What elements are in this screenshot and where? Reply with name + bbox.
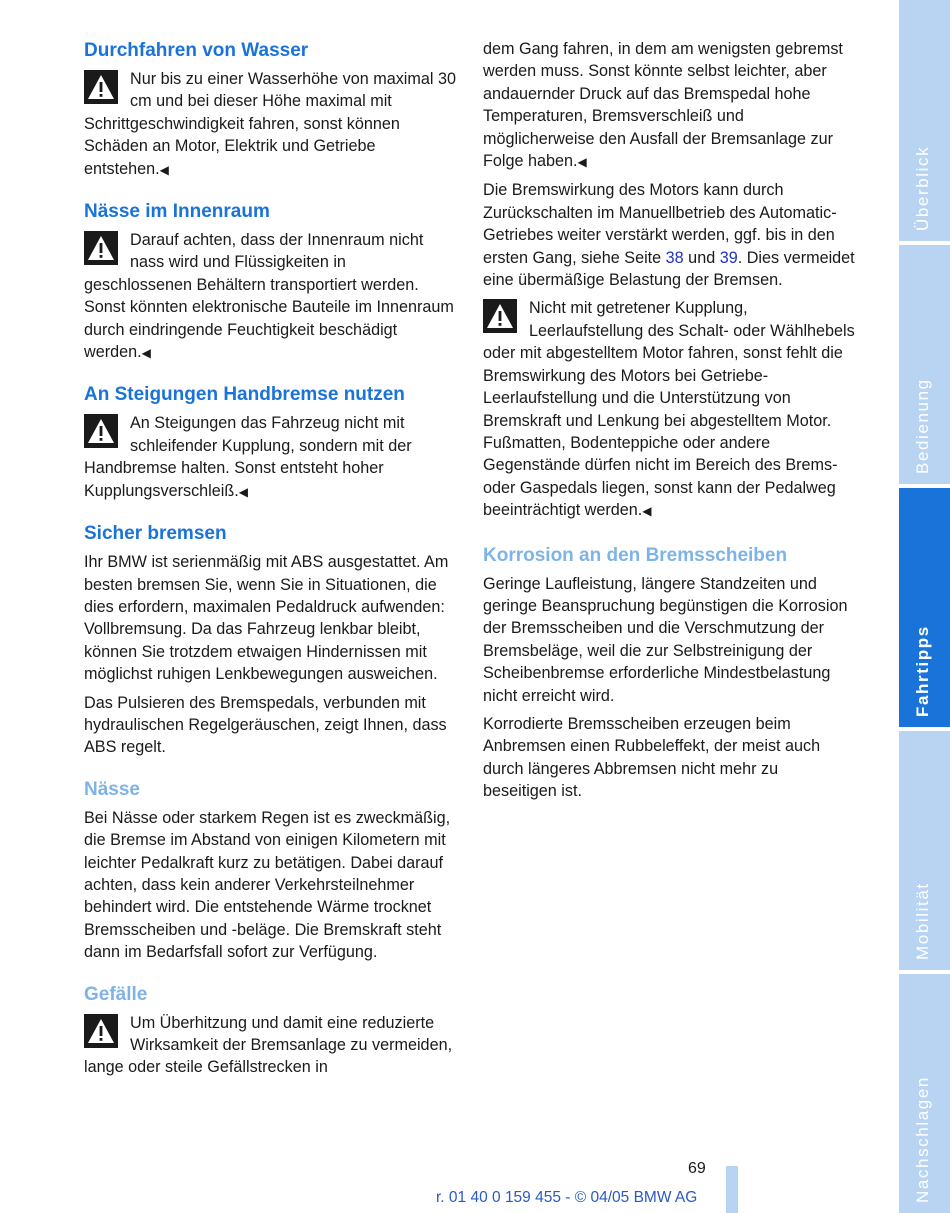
warning-water <box>84 68 456 181</box>
right-column <box>483 38 855 821</box>
end-mark-icon: ◀ <box>141 346 151 361</box>
warning-handbrake <box>84 412 456 503</box>
left-column <box>84 38 456 1097</box>
warning-triangle-icon <box>84 414 118 448</box>
paragraph <box>483 38 855 173</box>
footer-copyright: r. 01 40 0 159 455 - © 04/05 BMW AG <box>436 1189 698 1206</box>
section-safe-braking <box>84 521 456 759</box>
chapter-tab-bar <box>899 0 950 1213</box>
page-link-38[interactable]: 38 <box>665 248 684 267</box>
heading-wet-interior: Nässe im Innenraum <box>84 201 270 223</box>
heading-wet: Nässe <box>84 778 140 800</box>
tab-ueberblick[interactable] <box>899 0 950 241</box>
warning-text: Nur bis zu einer Wasserhöhe von maximal 30 cm und bei dieser Höhe maximal mit Schrittgeschwindigkeit fahren, sonst können Schäden an Motor, Elektrik und Getriebe entstehen. <box>84 70 456 178</box>
heading-corrosion: Korrosion an den Bremsscheiben <box>483 544 788 566</box>
tab-label: Überblick <box>912 145 932 231</box>
tab-label: Fahrtipps <box>912 625 932 717</box>
section-downhill <box>84 982 456 1079</box>
tab-mobilitaet[interactable] <box>899 731 950 970</box>
end-mark-icon: ◀ <box>159 162 169 177</box>
paragraph: Das Pulsieren des Bremspedals, verbunden mit hydraulischen Regelgeräuschen, zeigt Ihnen, dass ABS regelt. <box>84 693 447 757</box>
paragraph: Geringe Laufleistung, längere Standzeiten und geringe Beanspruchung begünstigen die Korrosion der Bremsscheiben und die Verschmutzung der Bremsbeläge, weil die zur Selbstreinigung der Scheibenbremse erforderliche Mindestbelastung nicht erreicht wird. <box>483 574 848 705</box>
page-number-bar <box>726 1166 738 1213</box>
section-water <box>84 38 456 181</box>
warning-clutch <box>483 297 855 522</box>
warning-text: Darauf achten, dass der Innenraum nicht nass wird und Flüssigkeiten in geschlossenen Behältern transportiert werden. Sonst könnten elektronische Bauteile im Innenraum durch eindringende Feuchtigkeit beschädigt werden. <box>84 231 454 362</box>
warning-triangle-icon <box>483 299 517 333</box>
tab-label: Mobilität <box>912 882 932 960</box>
tab-label: Nachschlagen <box>912 1076 932 1203</box>
warning-triangle-icon <box>84 1014 118 1048</box>
heading-safe-braking: Sicher bremsen <box>84 523 227 545</box>
tab-nachschlagen[interactable] <box>899 974 950 1213</box>
section-handbrake <box>84 382 456 503</box>
paragraph <box>483 179 855 291</box>
warning-text: Um Überhitzung und damit eine reduzierte Wirksamkeit der Bremsanlage zu vermeiden, lange oder steile Gefällstrecken in <box>84 1013 453 1077</box>
warning-text: An Steigungen das Fahrzeug nicht mit schleifender Kupplung, sondern mit der Handbremse halten. Sonst entsteht hoher Kupplungsverschleiß. <box>84 414 412 500</box>
paragraph-text: Die Bremswirkung des Motors kann durch Zurückschalten im Manuellbetrieb des Automatic-Getriebes weiter verstärkt werden, ggf. bis in den ersten Gang, siehe Seite <box>483 181 837 267</box>
warning-text: Nicht mit getretener Kupplung, Leerlaufstellung des Schalt- oder Wählhebels oder mit abgestelltem Motor fahren, sonst fehlt die Bremswirkung des Motors bei Getriebe-Leerlaufstellung und die Unterstützung von Bremskraft und Lenkung bei abgestelltem Motor. <box>483 299 855 430</box>
page-link-39[interactable]: 39 <box>719 248 738 267</box>
paragraph-text: . Dies vermeidet eine übermäßige Belastung der Bremsen. <box>483 248 855 290</box>
warning-triangle-icon <box>84 231 118 265</box>
tab-fahrtipps[interactable] <box>899 488 950 727</box>
paragraph: Ihr BMW ist serienmäßig mit ABS ausgestattet. Am besten bremsen Sie, wenn Sie in Situationen, die dies erfordern, maximalen Pedaldruck aufwenden: Vollbremsung. Da das Fahrzeug lenkbar bleibt, können Sie trotzdem etwaigen Hindernissen mit möglichst ruhigen Lenkbewegungen ausweichen. <box>84 553 449 684</box>
heading-handbrake: An Steigungen Handbremse nutzen <box>84 384 405 406</box>
warning-downhill <box>84 1012 456 1079</box>
paragraph-text: dem Gang fahren, in dem am wenigsten gebremst werden muss. Sonst könnte selbst leichter, aber andauernder Druck auf das Bremspedal hohe Temperaturen, Bremsverschleiß und möglicherweise den Ausfall der Bremsanlage zur Folge haben. <box>483 40 843 171</box>
tab-bedienung[interactable] <box>899 245 950 484</box>
paragraph: Korrodierte Bremsscheiben erzeugen beim Anbremsen einen Rubbeleffekt, der meist auch durch längeres Abbremsen nicht mehr zu beseitigen ist. <box>483 714 821 801</box>
warning-wet-interior <box>84 229 456 364</box>
paragraph-text: und <box>683 248 720 267</box>
section-wet <box>84 777 456 964</box>
tab-label: Bedienung <box>912 378 932 474</box>
warning-triangle-icon <box>84 70 118 104</box>
heading-water: Durchfahren von Wasser <box>84 40 309 61</box>
paragraph: Bei Nässe oder starkem Regen ist es zweckmäßig, die Bremse im Abstand von einigen Kilometern mit leichter Pedalkraft kurz zu betätigen. Dabei darauf achten, dass kein anderer Verkehrsteilnehmer behindert wird. Die entstehende Wärme trocknet Bremsscheiben und -beläge. Die Bremskraft steht dann im Bedarfsfall sofort zur Verfügung. <box>84 808 451 962</box>
page-number: 69 <box>688 1160 706 1177</box>
end-mark-icon: ◀ <box>238 484 248 499</box>
end-mark-icon: ◀ <box>577 155 587 170</box>
section-corrosion <box>483 543 855 803</box>
warning-text: Fußmatten, Bodenteppiche oder andere Gegenstände dürfen nicht im Bereich des Brems- oder Gaspedals liegen, sonst kann der Pedalweg beeinträchtigt werden. <box>483 433 838 520</box>
section-wet-interior <box>84 199 456 364</box>
heading-downhill: Gefälle <box>84 983 148 1005</box>
end-mark-icon: ◀ <box>642 504 652 519</box>
